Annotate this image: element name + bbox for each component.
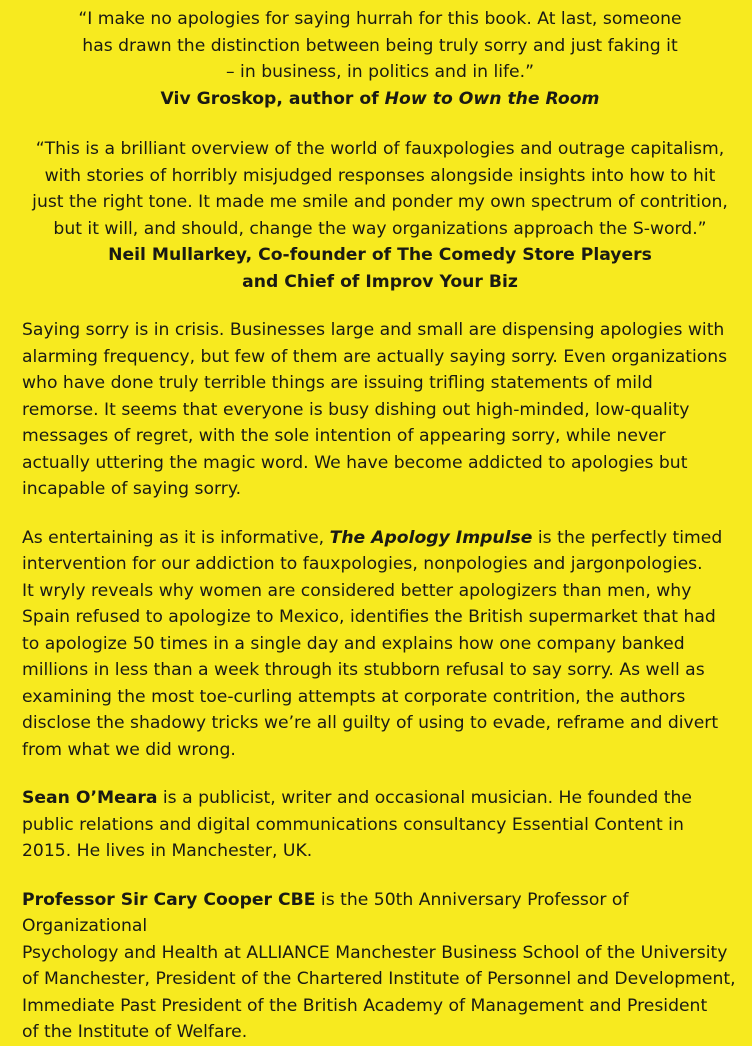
blurb-paragraph-2	[22, 525, 738, 764]
quote-2-attribution: Neil Mullarkey, Co-founder of The Comedy Store Players and Chief of Improv Your Biz	[108, 245, 652, 292]
author-2-bio: is the 50th Anniversary Professor of Organizational Psychology and Health at ALLIANCE Manchester Business School of the University of Manchester, President of the Chartered Institute of Personnel and Development, Immediate Past President of the British Academy of Management and President of the Institute of Welfare.	[22, 889, 736, 1042]
author-1-name: Sean O’Meara	[22, 788, 158, 808]
quote-2-text: “This is a brilliant overview of the world of fauxpologies and outrage capitalism, with stories of horribly misjudged responses alongside insights into how to hit just the right tone. It made me smile and ponder my own spectrum of contrition, but it will, and should, change the way organizations approach the S-word.”	[32, 139, 728, 239]
author-2-name: Professor Sir Cary Cooper CBE	[22, 889, 316, 910]
author-bio-2	[22, 887, 738, 1046]
author-bio-1	[22, 785, 738, 865]
quote-1-book-title: How to Own the Room	[384, 88, 600, 109]
author-1-bio: is a publicist, writer and occasional musician. He founded the public relations and digital communications consultancy Essential Content in 2015. He lives in Manchester, UK.	[22, 788, 692, 861]
book-title: The Apology Impulse	[329, 527, 533, 548]
blurb-paragraph-2-lead: As entertaining as it is informative,	[22, 527, 330, 548]
quote-1-text: “I make no apologies for saying hurrah for this book. At last, someone has drawn the distinction between being truly sorry and just faking it – in business, in politics and in life.”	[78, 9, 682, 82]
quote-1-author: Viv Groskop, author of	[160, 88, 385, 109]
quote-1-attribution	[22, 86, 738, 113]
blurb-paragraph-2-rest: is the perfectly timed intervention for our addiction to fauxpologies, nonpologies and jargonpologies. It wryly reveals why women are considered better apologizers than men, why Spain refused to apologize to Mexico, identifies the British supermarket that had to apologize 50 times in a single day and explains how one company banked millions in less than a week through its stubborn refusal to say sorry. As well as examining the most toe-curling attempts at corporate contrition, the authors disclose the shadowy tricks we’re all guilty of using to evade, reframe and divert from what we did wrong.	[22, 527, 723, 760]
blurb-paragraph-1: Saying sorry is in crisis. Businesses large and small are dispensing apologies with alarming frequency, but few of them are actually saying sorry. Even organizations who have done truly terrible things are issuing trifling statements of mild remorse. It seems that everyone is busy dishing out high-minded, low-quality messages of regret, with the sole intention of appearing sorry, while never actually uttering the magic word. We have become addicted to apologies but incapable of saying sorry.	[22, 320, 728, 499]
